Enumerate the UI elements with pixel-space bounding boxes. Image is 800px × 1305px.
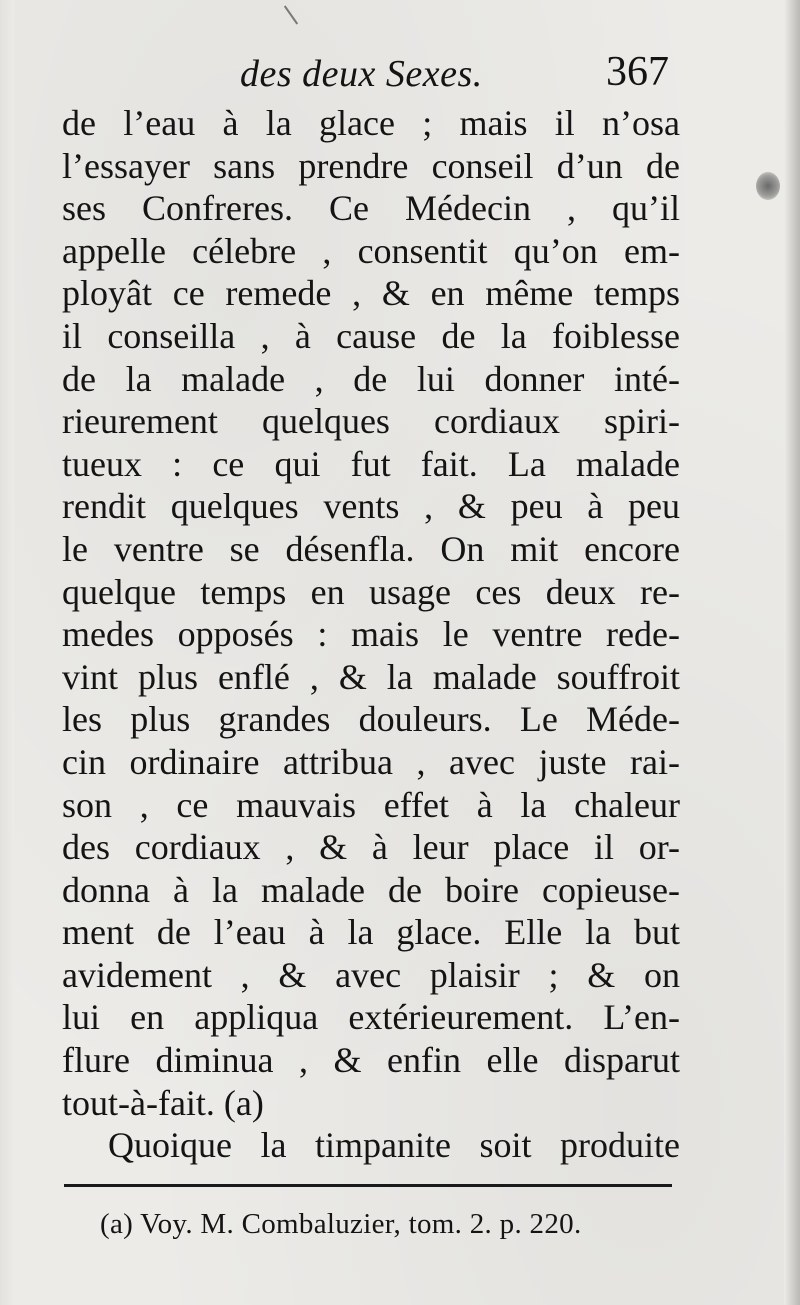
text-line: vint plus enflé , & la malade souffroit bbox=[62, 656, 680, 697]
page-left-edge bbox=[0, 0, 14, 1305]
text-line: donna à la malade de boire copieuse- bbox=[62, 869, 680, 910]
body-text bbox=[62, 102, 680, 1167]
text-line: ployât ce remede , & en même temps bbox=[62, 273, 680, 314]
text-line: avidement , & avec plaisir ; & on bbox=[62, 954, 680, 995]
text-line: les plus grandes douleurs. Le Méde- bbox=[62, 699, 680, 740]
text-line: ment de l’eau à la glace. Elle la but bbox=[62, 912, 680, 953]
text-line: flure diminua , & enfin elle disparut bbox=[62, 1040, 680, 1081]
text-line: des cordiaux , & à leur place il or- bbox=[62, 827, 680, 868]
text-line-paragraph-start: Quoique la timpanite soit produite bbox=[108, 1125, 680, 1166]
paper-mark bbox=[284, 5, 298, 24]
footnote: (a) Voy. M. Combaluzier, tom. 2. p. 220. bbox=[100, 1208, 582, 1240]
text-line: quelque temps en usage ces deux re- bbox=[62, 571, 680, 612]
page-number: 367 bbox=[606, 49, 669, 95]
text-line-paragraph-end: tout-à-fait. (a) bbox=[62, 1082, 264, 1123]
footnote-rule bbox=[64, 1184, 672, 1187]
text-line: le ventre se désenfla. On mit encore bbox=[62, 528, 680, 569]
text-line: de l’eau à la glace ; mais il n’osa bbox=[62, 103, 680, 143]
ink-spot bbox=[756, 172, 780, 200]
text-line: appelle célebre , consentit qu’on em- bbox=[62, 230, 680, 271]
page-right-edge bbox=[784, 0, 800, 1305]
text-line: son , ce mauvais effet à la chaleur bbox=[62, 784, 680, 825]
text-line: l’essayer sans prendre conseil d’un de bbox=[62, 145, 680, 186]
text-line: lui en appliqua extérieurement. L’en- bbox=[62, 997, 680, 1038]
text-line: ses Confreres. Ce Médecin , qu’il bbox=[62, 188, 680, 229]
text-line: cin ordinaire attribua , avec juste rai- bbox=[62, 741, 680, 782]
running-title: des deux Sexes. bbox=[240, 53, 483, 95]
text-line: tueux : ce qui fut fait. La malade bbox=[62, 443, 680, 484]
text-line: de la malade , de lui donner inté- bbox=[62, 358, 680, 399]
text-line: il conseilla , à cause de la foiblesse bbox=[62, 315, 680, 356]
text-line: medes opposés : mais le ventre rede- bbox=[62, 614, 680, 655]
text-line: rieurement quelques cordiaux spiri- bbox=[62, 401, 680, 442]
text-line: rendit quelques vents , & peu à peu bbox=[62, 486, 680, 527]
